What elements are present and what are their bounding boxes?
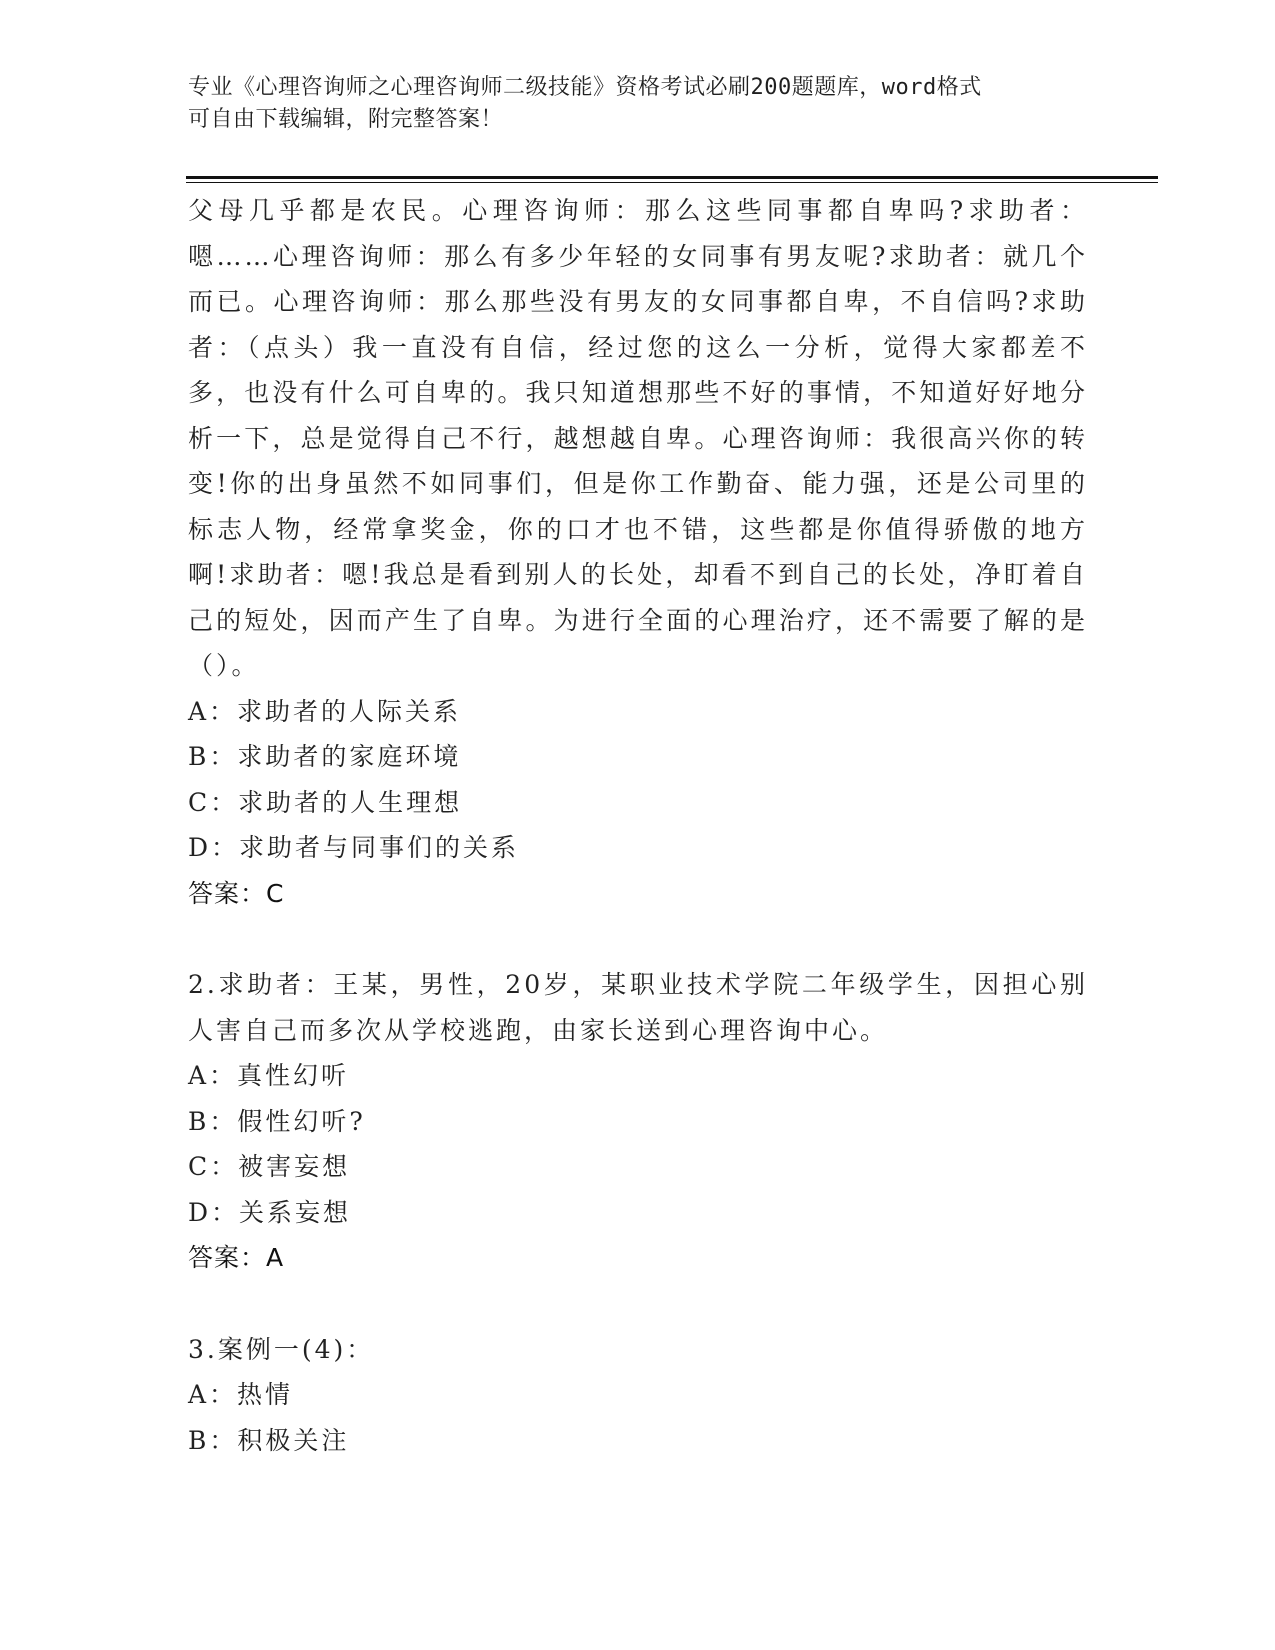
question-spacer xyxy=(188,1281,1088,1327)
header-line-1: 专业《心理咨询师之心理咨询师二级技能》资格考试必刷200题题库，word格式 xyxy=(188,75,982,100)
question-spacer xyxy=(188,916,1088,962)
question-1-option-a: A：求助者的人际关系 xyxy=(188,696,462,726)
question-1-answer: 答案：C xyxy=(188,878,285,908)
question-2-option-d: D：关系妄想 xyxy=(188,1197,352,1227)
question-1-option-c: C：求助者的人生理想 xyxy=(188,787,463,817)
header-rule-thick xyxy=(186,176,1158,179)
document-header xyxy=(188,72,1088,136)
question-2-option-c: C：被害妄想 xyxy=(188,1152,351,1181)
question-1-stem: 父母几乎都是农民。心理咨询师：那么这些同事都自卑吗?求助者：嗯……心理咨询师：那么有多少年轻的女同事有男友呢?求助者：就几个而已。心理咨询师：那么那些没有男友的女同事都自卑，不自信吗?求助者：（点头）我一直没有自信，经过您的这么一分析，觉得大家都差不多，也没有什么可自卑的。我只知道想那些不好的事情，不知道好好地分析一下，总是觉得自己不行，越想越自卑。心理咨询师：我很高兴你的转变!你的出身虽然不如同事们，但是你工作勤奋、能力强，还是公司里的标志人物，经常拿奖金，你的口才也不错，这些都是你值得骄傲的地方啊!求助者：嗯!我总是看到别人的长处，却看不到自己的长处，净盯着自己的短处，因而产生了自卑。为进行全面的心理治疗，还不需要了解的是（）。 xyxy=(188,196,1088,680)
question-2-option-b: B：假性幻听? xyxy=(188,1106,366,1136)
question-3-stem: 3.案例一(4)： xyxy=(188,1334,375,1364)
header-rule-thin xyxy=(186,182,1158,183)
question-3-option-a: A：热情 xyxy=(188,1380,294,1409)
document-body xyxy=(188,188,1088,1463)
question-2-answer: 答案：A xyxy=(188,1243,285,1272)
question-3-option-b: B：积极关注 xyxy=(188,1425,350,1455)
header-line-2: 可自由下载编辑，附完整答案！ xyxy=(188,107,504,132)
question-2-stem: 2.求助者：王某，男性，20岁，某职业技术学院二年级学生，因担心别人害自己而多次从学校逃跑，由家长送到心理咨询中心。 xyxy=(188,970,1088,1045)
question-1-option-b: B：求助者的家庭环境 xyxy=(188,742,462,771)
question-1-option-d: D：求助者与同事们的关系 xyxy=(188,833,520,862)
question-2-option-a: A：真性幻听 xyxy=(188,1061,350,1090)
